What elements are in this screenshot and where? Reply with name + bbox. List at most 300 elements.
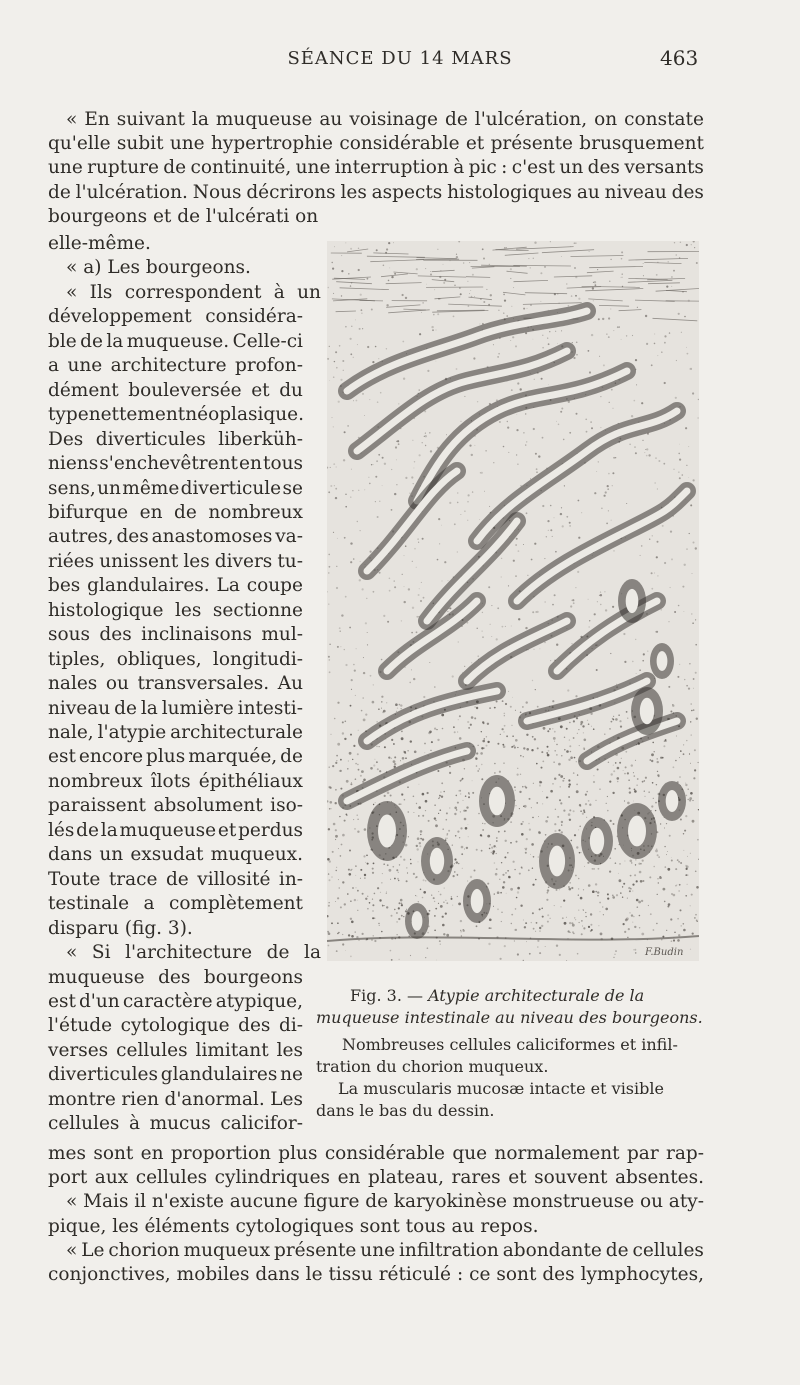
stipple-dot: [486, 745, 488, 747]
stipple-dot: [372, 899, 373, 900]
stipple-dot: [645, 777, 647, 779]
gland-cross-section-lumen: [378, 815, 396, 848]
stipple-dot: [534, 649, 535, 650]
stipple-dot: [516, 841, 518, 843]
stipple-dot: [695, 644, 697, 646]
text-line: « Mais il n'existe aucune figure de karyokinèse monstrueuse ou aty-: [66, 1191, 704, 1213]
stipple-dot: [350, 956, 352, 958]
stipple-dot: [340, 788, 342, 790]
stipple-dot: [400, 899, 403, 902]
stipple-dot: [561, 821, 563, 823]
stipple-dot: [511, 306, 512, 307]
stipple-dot: [533, 783, 534, 784]
stipple-dot: [561, 256, 562, 257]
stipple-dot: [634, 400, 636, 402]
stipple-dot: [496, 868, 498, 870]
stipple-dot: [372, 872, 374, 874]
text-line: est d'un caractère atypique,: [48, 990, 303, 1012]
fiber-stroke: [417, 258, 457, 259]
stipple-dot: [459, 287, 460, 288]
stipple-dot: [583, 809, 585, 811]
stipple-dot: [335, 789, 337, 791]
stipple-dot: [468, 792, 470, 794]
stipple-dot: [382, 905, 384, 907]
stipple-dot: [351, 469, 352, 470]
stipple-dot: [391, 509, 393, 511]
stipple-dot: [367, 632, 368, 633]
stipple-dot: [341, 844, 343, 846]
stipple-dot: [613, 770, 615, 772]
stipple-dot: [511, 914, 513, 916]
stipple-dot: [635, 359, 637, 361]
stipple-dot: [606, 803, 607, 804]
stipple-dot: [580, 723, 582, 725]
stipple-dot: [327, 931, 329, 933]
stipple-dot: [619, 879, 622, 882]
stipple-dot: [616, 684, 617, 685]
stipple-dot: [472, 274, 474, 276]
stipple-dot: [422, 538, 424, 540]
stipple-dot: [472, 491, 473, 492]
stipple-dot: [400, 760, 401, 761]
stipple-dot: [657, 488, 658, 489]
stipple-dot: [497, 743, 499, 745]
stipple-dot: [646, 448, 648, 450]
stipple-dot: [598, 925, 599, 926]
stipple-dot: [419, 333, 421, 335]
stipple-dot: [576, 846, 578, 848]
stipple-dot: [560, 775, 563, 778]
stipple-dot: [464, 396, 465, 397]
stipple-dot: [470, 724, 472, 726]
stipple-dot: [381, 696, 383, 698]
stipple-dot: [684, 679, 685, 680]
text-line: cellules à mucus calicifor-: [48, 1113, 303, 1135]
stipple-dot: [585, 916, 586, 917]
stipple-dot: [542, 803, 543, 804]
stipple-dot: [333, 532, 334, 533]
stipple-dot: [534, 242, 536, 244]
stipple-dot: [569, 432, 571, 434]
text-line: paraissent absolument iso-: [48, 795, 303, 817]
stipple-dot: [483, 747, 485, 749]
stipple-dot: [416, 876, 418, 878]
fiber-stroke: [554, 276, 592, 277]
stipple-dot: [425, 810, 426, 811]
stipple-dot: [357, 764, 358, 765]
stipple-dot: [597, 895, 598, 896]
stipple-dot: [400, 704, 402, 706]
stipple-dot: [671, 276, 673, 278]
stipple-dot: [528, 869, 530, 871]
stipple-dot: [589, 804, 591, 806]
stipple-dot: [624, 931, 626, 933]
stipple-dot: [532, 680, 533, 681]
stipple-dot: [396, 460, 397, 461]
stipple-dot: [377, 768, 379, 770]
stipple-dot: [348, 761, 349, 762]
stipple-dot: [657, 854, 659, 856]
text-line: port aux cellules cylindriques en plateau, rares et souvent absentes.: [48, 1167, 704, 1189]
stipple-dot: [442, 828, 444, 830]
stipple-dot: [577, 571, 579, 573]
stipple-dot: [638, 901, 641, 904]
stipple-dot: [621, 277, 622, 278]
stipple-dot: [515, 908, 517, 910]
stipple-dot: [416, 803, 417, 804]
stipple-dot: [451, 896, 452, 897]
fiber-stroke: [514, 280, 549, 281]
stipple-dot: [490, 294, 492, 296]
stipple-dot: [407, 787, 408, 788]
stipple-dot: [545, 834, 547, 836]
stipple-dot: [447, 611, 448, 612]
stipple-dot: [334, 485, 335, 486]
stipple-dot: [344, 537, 346, 539]
stipple-dot: [409, 493, 410, 494]
stipple-dot: [592, 287, 594, 289]
stipple-dot: [425, 435, 427, 437]
stipple-dot: [627, 898, 628, 899]
stipple-dot: [657, 761, 659, 763]
stipple-dot: [552, 728, 553, 729]
stipple-dot: [593, 301, 594, 302]
stipple-dot: [559, 954, 561, 956]
stipple-dot: [576, 717, 578, 719]
stipple-dot: [496, 638, 498, 640]
stipple-dot: [530, 478, 531, 479]
stipple-dot: [588, 350, 590, 352]
stipple-dot: [686, 740, 687, 741]
stipple-dot: [342, 721, 344, 723]
stipple-dot: [670, 587, 671, 588]
stipple-dot: [454, 813, 456, 815]
stipple-dot: [414, 751, 417, 754]
stipple-dot: [443, 264, 444, 265]
stipple-dot: [493, 344, 494, 345]
stipple-dot: [444, 887, 445, 888]
text-line: dans un exsudat muqueux.: [48, 844, 303, 866]
stipple-dot: [339, 345, 341, 347]
stipple-dot: [468, 727, 470, 729]
stipple-dot: [608, 336, 610, 338]
stipple-dot: [635, 452, 637, 454]
stipple-dot: [350, 734, 352, 736]
stipple-dot: [422, 838, 424, 840]
stipple-dot: [654, 343, 656, 345]
stipple-dot: [430, 450, 432, 452]
fiber-stroke: [629, 258, 689, 260]
figure-caption-desc-3: La muscularis mucosæ intacte et visible: [338, 1079, 664, 1098]
stipple-dot: [403, 378, 405, 380]
stipple-dot: [615, 950, 616, 951]
stipple-dot: [419, 588, 420, 589]
stipple-dot: [657, 774, 659, 776]
stipple-dot: [695, 547, 697, 549]
text-line: « Si l'architecture de la: [66, 942, 321, 964]
stipple-dot: [568, 796, 570, 798]
stipple-dot: [695, 672, 697, 674]
stipple-dot: [693, 241, 695, 243]
stipple-dot: [685, 874, 687, 876]
stipple-dot: [396, 921, 398, 923]
stipple-dot: [679, 776, 681, 778]
stipple-dot: [419, 454, 421, 456]
stipple-dot: [425, 957, 426, 958]
stipple-dot: [448, 580, 449, 581]
stipple-dot: [599, 356, 600, 357]
stipple-dot: [416, 567, 417, 568]
stipple-dot: [502, 874, 504, 876]
gland-cross-section-lumen: [471, 889, 484, 913]
text-line: type nettement néoplasique.: [48, 404, 305, 426]
stipple-dot: [329, 671, 331, 673]
stipple-dot: [352, 887, 354, 889]
fiber-stroke: [496, 250, 529, 251]
stipple-dot: [547, 754, 550, 757]
stipple-dot: [352, 759, 353, 760]
stipple-dot: [569, 522, 571, 524]
stipple-dot: [628, 779, 630, 781]
stipple-dot: [630, 875, 632, 877]
stipple-dot: [445, 900, 446, 901]
stipple-dot: [617, 326, 619, 328]
stipple-dot: [451, 898, 453, 900]
stipple-dot: [645, 449, 646, 450]
stipple-dot: [439, 795, 441, 797]
stipple-dot: [621, 251, 623, 253]
stipple-dot: [503, 745, 506, 748]
stipple-dot: [365, 898, 367, 900]
stipple-dot: [646, 343, 648, 345]
stipple-dot: [502, 700, 504, 702]
stipple-dot: [446, 934, 449, 937]
stipple-dot: [692, 820, 695, 823]
stipple-dot: [511, 725, 512, 726]
stipple-dot: [476, 925, 478, 927]
stipple-dot: [419, 389, 420, 390]
stipple-dot: [466, 806, 468, 808]
text-line: l'étude cytologique des di-: [48, 1015, 303, 1037]
stipple-dot: [600, 427, 601, 428]
stipple-dot: [506, 893, 507, 894]
stipple-dot: [418, 815, 420, 817]
text-line: bourgeons et de l'ulcérati on: [48, 205, 319, 227]
stipple-dot: [520, 774, 521, 775]
text-line: verses cellules limitant les: [48, 1039, 303, 1061]
stipple-dot: [349, 752, 352, 755]
stipple-dot: [504, 247, 506, 249]
stipple-dot: [431, 741, 433, 743]
stipple-dot: [337, 933, 338, 934]
stipple-dot: [398, 907, 400, 909]
stipple-dot: [356, 648, 357, 649]
stipple-dot: [521, 868, 522, 869]
stipple-dot: [668, 621, 669, 622]
stipple-dot: [350, 497, 351, 498]
stipple-dot: [379, 770, 381, 772]
stipple-dot: [360, 294, 362, 296]
stipple-dot: [634, 775, 636, 777]
stipple-dot: [639, 871, 642, 874]
stipple-dot: [394, 580, 395, 581]
stipple-dot: [336, 587, 338, 589]
figure-caption-label: Fig. 3. —: [350, 986, 423, 1005]
stipple-dot: [573, 602, 575, 604]
stipple-dot: [335, 762, 337, 764]
stipple-dot: [540, 649, 541, 650]
stipple-dot: [379, 501, 380, 502]
stipple-dot: [538, 832, 541, 835]
stipple-dot: [617, 777, 620, 780]
stipple-dot: [671, 558, 673, 560]
stipple-dot: [526, 748, 529, 751]
stipple-dot: [463, 800, 464, 801]
stipple-dot: [520, 712, 522, 714]
stipple-dot: [414, 548, 416, 550]
stipple-dot: [517, 891, 519, 893]
stipple-dot: [449, 766, 451, 768]
stipple-dot: [440, 809, 442, 811]
stipple-dot: [454, 863, 455, 864]
stipple-dot: [588, 926, 590, 928]
stipple-dot: [335, 829, 337, 831]
stipple-dot: [526, 734, 528, 736]
stipple-dot: [510, 278, 511, 279]
stipple-dot: [512, 336, 514, 338]
stipple-dot: [695, 619, 696, 620]
stipple-dot: [574, 917, 575, 918]
stipple-dot: [367, 863, 369, 865]
stipple-dot: [515, 544, 517, 546]
stipple-dot: [633, 916, 634, 917]
stipple-dot: [584, 811, 586, 813]
stipple-dot: [645, 315, 647, 317]
stipple-dot: [473, 357, 475, 359]
stipple-dot: [389, 869, 392, 872]
stipple-dot: [683, 753, 685, 755]
stipple-dot: [505, 872, 507, 874]
stipple-dot: [434, 901, 435, 902]
stipple-dot: [546, 899, 548, 901]
stipple-dot: [519, 873, 521, 875]
stipple-dot: [550, 529, 552, 531]
stipple-dot: [606, 523, 608, 525]
stipple-dot: [698, 399, 699, 400]
stipple-dot: [493, 850, 496, 853]
stipple-dot: [475, 757, 476, 758]
stipple-dot: [694, 247, 695, 248]
stipple-dot: [347, 893, 349, 895]
stipple-dot: [520, 905, 522, 907]
stipple-dot: [576, 413, 578, 415]
stipple-dot: [345, 721, 347, 723]
stipple-dot: [515, 790, 516, 791]
text-line: a une architecture profon-: [48, 355, 303, 377]
stipple-dot: [504, 945, 506, 947]
text-line: de l'ulcération. Nous décrirons les aspects histologiques au niveau des: [48, 181, 704, 203]
stipple-dot: [556, 889, 558, 891]
stipple-dot: [588, 599, 589, 600]
stipple-dot: [482, 631, 483, 632]
stipple-dot: [345, 596, 347, 598]
stipple-dot: [505, 840, 507, 842]
stipple-dot: [461, 779, 463, 781]
stipple-dot: [420, 838, 422, 840]
stipple-dot: [341, 255, 342, 256]
stipple-dot: [657, 771, 658, 772]
stipple-dot: [537, 747, 539, 749]
stipple-dot: [328, 572, 329, 573]
stipple-dot: [344, 738, 346, 740]
stipple-dot: [505, 703, 507, 705]
stipple-dot: [571, 295, 573, 297]
stipple-dot: [367, 908, 369, 910]
stipple-dot: [350, 542, 352, 544]
stipple-dot: [554, 517, 555, 518]
stipple-dot: [685, 815, 687, 817]
stipple-dot: [519, 808, 520, 809]
stipple-dot: [391, 469, 392, 470]
fiber-stroke: [386, 305, 420, 307]
stipple-dot: [365, 622, 367, 624]
stipple-dot: [585, 794, 587, 796]
stipple-dot: [686, 244, 688, 246]
stipple-dot: [487, 883, 489, 885]
stipple-dot: [329, 879, 331, 881]
stipple-dot: [464, 818, 467, 821]
stipple-dot: [556, 754, 557, 755]
stipple-dot: [636, 880, 638, 882]
stipple-dot: [491, 636, 492, 637]
stipple-dot: [409, 682, 411, 684]
stipple-dot: [687, 856, 688, 857]
stipple-dot: [377, 721, 378, 722]
stipple-dot: [693, 479, 695, 481]
stipple-dot: [362, 393, 364, 395]
stipple-dot: [663, 745, 665, 747]
stipple-dot: [693, 678, 695, 680]
stipple-dot: [517, 953, 519, 955]
stipple-dot: [355, 695, 356, 696]
stipple-dot: [448, 830, 450, 832]
stipple-dot: [587, 720, 588, 721]
stipple-dot: [571, 840, 573, 842]
stipple-dot: [523, 920, 524, 921]
fiber-stroke: [653, 318, 698, 321]
stipple-dot: [643, 275, 644, 276]
stipple-dot: [431, 895, 432, 896]
stipple-dot: [423, 879, 425, 881]
stipple-dot: [525, 922, 527, 924]
stipple-dot: [522, 821, 524, 823]
stipple-dot: [523, 756, 524, 757]
stipple-dot: [687, 884, 688, 885]
stipple-dot: [436, 361, 437, 362]
stipple-dot: [420, 889, 422, 891]
stipple-dot: [503, 313, 504, 314]
stipple-dot: [569, 722, 570, 723]
stipple-dot: [568, 930, 570, 932]
stipple-dot: [684, 611, 685, 612]
stipple-dot: [505, 626, 506, 627]
stipple-dot: [362, 588, 364, 590]
stipple-dot: [379, 572, 381, 574]
text-line: Des diverticules liberküh-: [48, 428, 303, 450]
stipple-dot: [393, 866, 395, 868]
stipple-dot: [533, 928, 535, 930]
stipple-dot: [379, 899, 381, 901]
